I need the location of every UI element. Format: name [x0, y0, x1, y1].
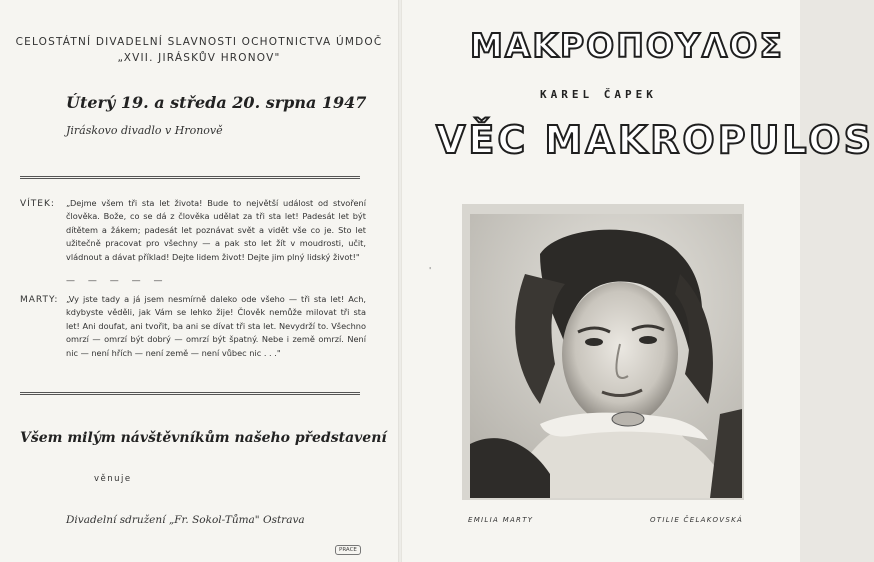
printer-mark: PRACE	[335, 545, 361, 555]
play-title: VĚC MAKROPULOS	[436, 118, 874, 162]
top-divider	[20, 176, 360, 179]
caption-actress: OTILIE ČELAKOVSKÁ	[650, 516, 744, 524]
right-page	[402, 0, 874, 562]
festival-title: CELOSTÁTNÍ DIVADELNÍ SLAVNOSTI OCHOTNICTVA ÚMDOČ	[15, 36, 383, 48]
dedication-verb: věnuje	[94, 474, 132, 484]
festival-subtitle: „XVII. JIRÁSKŮV HRONOV"	[117, 52, 281, 64]
bottom-divider	[20, 392, 360, 395]
author-name: KAREL ČAPEK	[540, 88, 657, 101]
portrait-photo-icon	[470, 214, 742, 498]
portrait-photo	[470, 214, 742, 498]
quote-text-marty: „Vy jste tady a já jsem nesmírně daleko ode všeho — tři sta let! Ach, kdybyste věděli, jak Vám se lehko žije! Člověk nemůže milovat tři sta let! Ani doufat, ani tvořit, ba ani se dívat tři sta let. Nevydrží to. Všechno omrzí — omrzí být dobrý — omrzí být špatný. Nebe i země omrzí. Není nic — není hřích — není země — není vůbec nic . . ."	[66, 294, 366, 358]
left-page	[0, 0, 398, 562]
performance-venue: Jiráskovo divadlo v Hronově	[66, 124, 223, 137]
quote-separator: — — — — —	[66, 276, 168, 286]
caption-role: EMILIA MARTY	[468, 516, 534, 524]
performance-date: Úterý 19. a středa 20. srpna 1947	[66, 93, 367, 112]
quote-speaker-vitek: VÍTEK:	[20, 199, 55, 209]
stray-mark: '	[429, 266, 432, 275]
quote-text-vitek: „Dejme všem tři sta let života! Bude to největší událost od stvoření člověka. Bože, co se dá z člověka udělat za tři sta let! Padesát let být dítětem a žákem; padesát let poznávat svět a vidět vše co je. Sto let užitečně pracovat pro všechny — a pak sto let žít v moudrosti, učit, vládnout a dávat příklad! Dejte lidem život! Dejte jim plný lidský život!"	[66, 198, 366, 262]
quote-speaker-marty: MARTY:	[20, 295, 59, 305]
organizer-name: Divadelní sdružení „Fr. Sokol-Tůma" Ostrava	[66, 514, 305, 526]
dedication-text: Všem milým návštěvníkům našeho představení	[20, 430, 387, 446]
greek-title: ΜΑΚΡΟΠΟΥΛΟΣ	[470, 26, 784, 65]
